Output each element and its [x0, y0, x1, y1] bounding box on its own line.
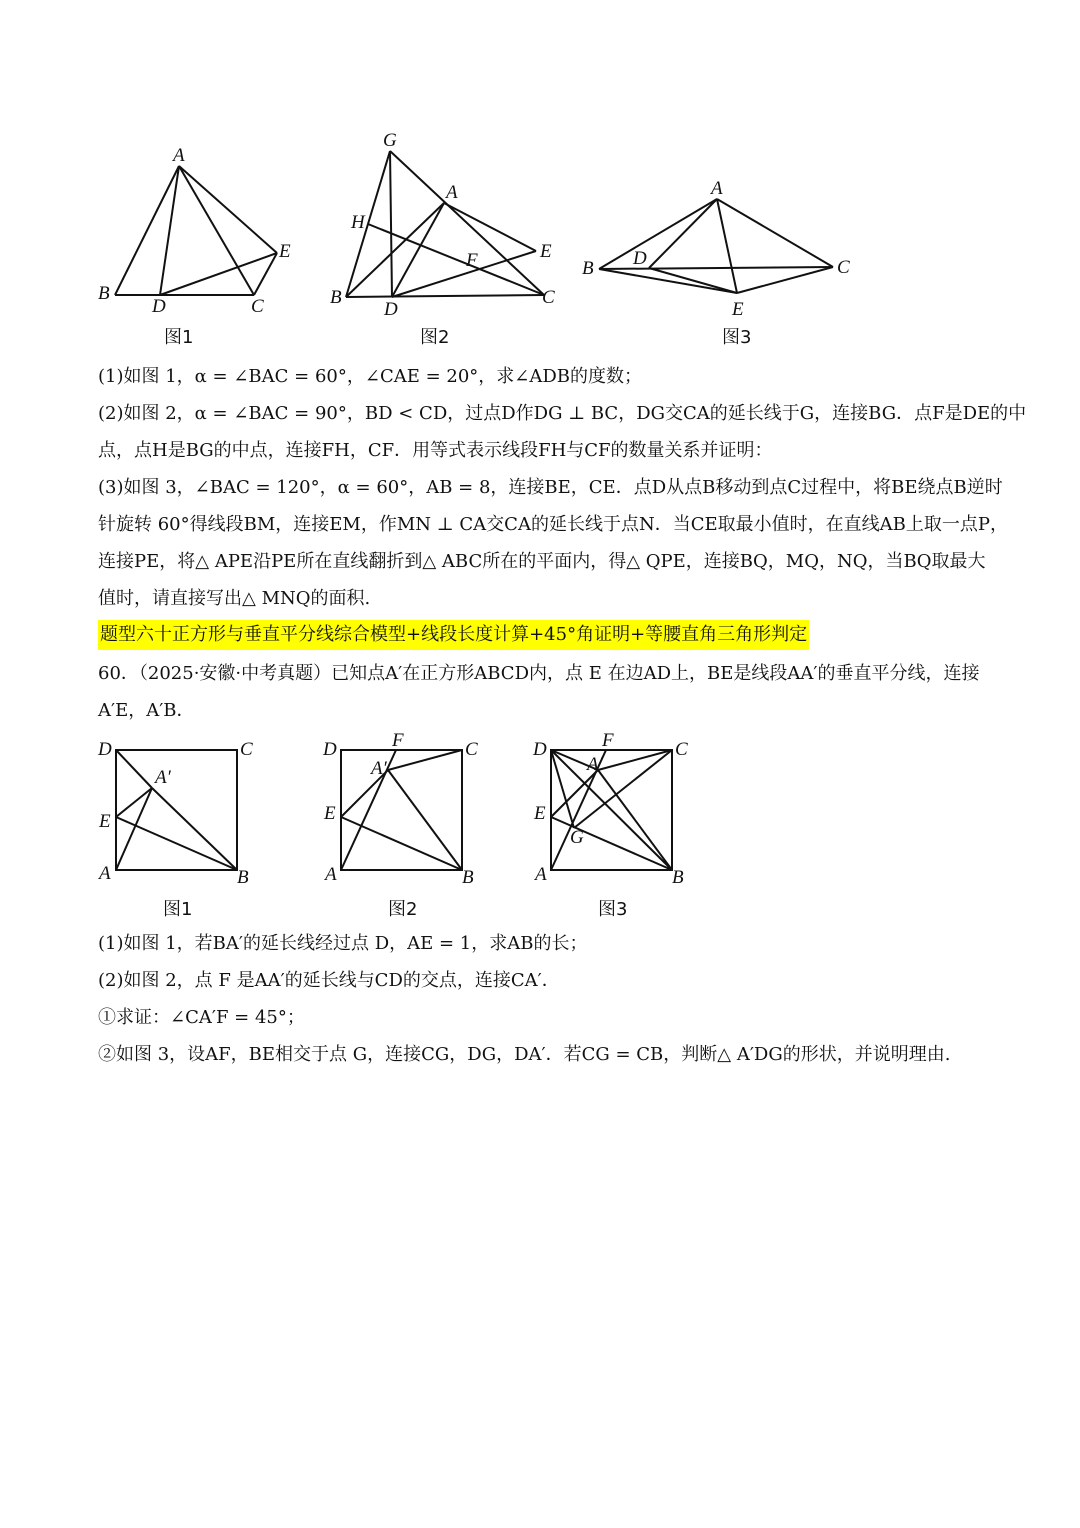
q60-part2a: ①求证：∠CA′F = 45°；	[98, 1007, 305, 1028]
q59-part2-line2: 点，点H是BG的中点，连接FH，CF．用等式表示线段FH与CF的数量关系并证明：	[98, 440, 773, 461]
label-e: E	[732, 299, 744, 320]
caption-fig1: 图1	[164, 327, 194, 348]
segment-ac	[717, 199, 833, 267]
q59-part3	[98, 469, 1008, 617]
label-b: B	[237, 867, 249, 888]
segment-ae	[179, 166, 277, 253]
segment-bc	[346, 295, 544, 297]
label-e: E	[324, 803, 336, 824]
q60-part2: (2)如图 2，点 F 是AA′的延长线与CD的交点，连接CA′．	[98, 970, 560, 991]
label-d: D	[384, 299, 398, 320]
label-c: C	[465, 739, 478, 760]
label-g: G	[383, 130, 397, 151]
label-b: B	[582, 258, 594, 279]
q59-part3-line2: 针旋转 60°得线段BM，连接EM，作MN ⊥ CA交CA的延长线于点N．当CE取最小值时，在直线AB上取一点P，	[98, 514, 1008, 535]
label-b: B	[330, 287, 342, 308]
q59-part3-line1: (3)如图 3，∠BAC = 120°，α = 60°，AB = 8，连接BE，CE．点D从点B移动到点C过程中，将BE绕点B逆时	[98, 477, 1003, 498]
label-f: F	[466, 250, 478, 271]
q59-part1	[98, 358, 988, 395]
label-e: E	[540, 241, 552, 262]
figure-2-top	[320, 125, 570, 355]
label-a: A	[446, 182, 458, 203]
label-e: E	[534, 803, 546, 824]
q60-part2b: ②如图 3，设AF，BE相交于点 G，连接CG，DG，DA′．若CG = CB，判断△ A′DG的形状，并说明理由.	[98, 1044, 951, 1065]
segment-c-a1	[388, 750, 462, 770]
label-g: G	[570, 827, 584, 848]
segment-e-b	[116, 817, 237, 870]
label-d: D	[323, 739, 337, 760]
segment-ce	[737, 267, 833, 293]
label-c: C	[675, 739, 688, 760]
q59-part3-line3: 连接PE，将△ APE沿PE所在直线翻折到△ ABC所在的平面内，得△ QPE，连接BQ，MQ，NQ，当BQ取最大	[98, 551, 986, 572]
caption-fig3: 图3	[722, 327, 752, 348]
label-a: A	[535, 864, 547, 885]
label-a: A	[173, 145, 185, 166]
label-d: D	[152, 296, 166, 317]
label-b: B	[462, 867, 474, 888]
label-c: C	[240, 739, 253, 760]
figure-3-top	[575, 175, 865, 355]
label-e: E	[279, 241, 291, 262]
segment-ae	[717, 199, 737, 293]
caption-fig3: 图3	[598, 899, 628, 920]
segment-a1-b	[388, 770, 462, 870]
label-a: A	[711, 178, 723, 199]
segment-d-a1	[116, 750, 152, 788]
label-d: D	[533, 739, 547, 760]
label-b: B	[98, 283, 110, 304]
figure-1-top	[90, 140, 310, 355]
segment-a-a1	[116, 788, 152, 870]
label-b: B	[672, 867, 684, 888]
label-d: D	[633, 248, 647, 269]
square-abcd	[341, 750, 462, 870]
q60-stem-line1: 60．（2025·安徽·中考真题）已知点A′在正方形ABCD内，点 E 在边AD上，BE是线段AA′的垂直平分线，连接	[98, 663, 980, 684]
q59-part1-line: (1)如图 1，α = ∠BAC = 60°，∠CAE = 20°，求∠ADB的度数；	[98, 366, 643, 387]
q60-stem-line2: A′E，A′B．	[98, 700, 195, 721]
label-a: A	[99, 863, 111, 884]
label-c: C	[251, 296, 264, 317]
q59-part2	[98, 395, 1027, 469]
q60-parts	[98, 925, 988, 1073]
label-c: C	[837, 257, 850, 278]
segment-a1-b	[152, 788, 237, 870]
label-d: D	[98, 739, 112, 760]
label-h: H	[351, 212, 365, 233]
label-a-prime: A′	[587, 754, 603, 775]
label-a: A	[325, 864, 337, 885]
label-f: F	[602, 730, 614, 751]
label-a-prime: A′	[371, 758, 387, 779]
caption-fig1: 图1	[163, 899, 193, 920]
section-title-highlight: 题型六十正方形与垂直平分线综合模型+线段长度计算+45°角证明+等腰直角三角形判定	[98, 620, 809, 650]
label-a-prime: A′	[155, 767, 171, 788]
caption-fig2: 图2	[420, 327, 450, 348]
q60-stem	[98, 655, 988, 729]
figure-1-square	[95, 735, 265, 925]
q59-part3-line4: 值时，请直接写出△ MNQ的面积.	[98, 588, 371, 609]
segment-e-b	[341, 817, 462, 870]
caption-fig2: 图2	[388, 899, 418, 920]
q60-part1: (1)如图 1，若BA′的延长线经过点 D，AE = 1，求AB的长；	[98, 933, 588, 954]
figure-3-square	[530, 730, 700, 925]
q59-part2-line1: (2)如图 2，α = ∠BAC = 90°，BD < CD，过点D作DG ⊥ BC，DG交CA的延长线于G，连接BG．点F是DE的中	[98, 403, 1027, 424]
segment-gd	[390, 151, 392, 297]
label-e: E	[99, 811, 111, 832]
label-c: C	[542, 287, 555, 308]
segment-de	[160, 253, 277, 295]
segment-a1-b	[598, 770, 672, 870]
segment-hc	[368, 224, 544, 295]
figure-2-square	[320, 730, 490, 925]
label-f: F	[392, 730, 404, 751]
